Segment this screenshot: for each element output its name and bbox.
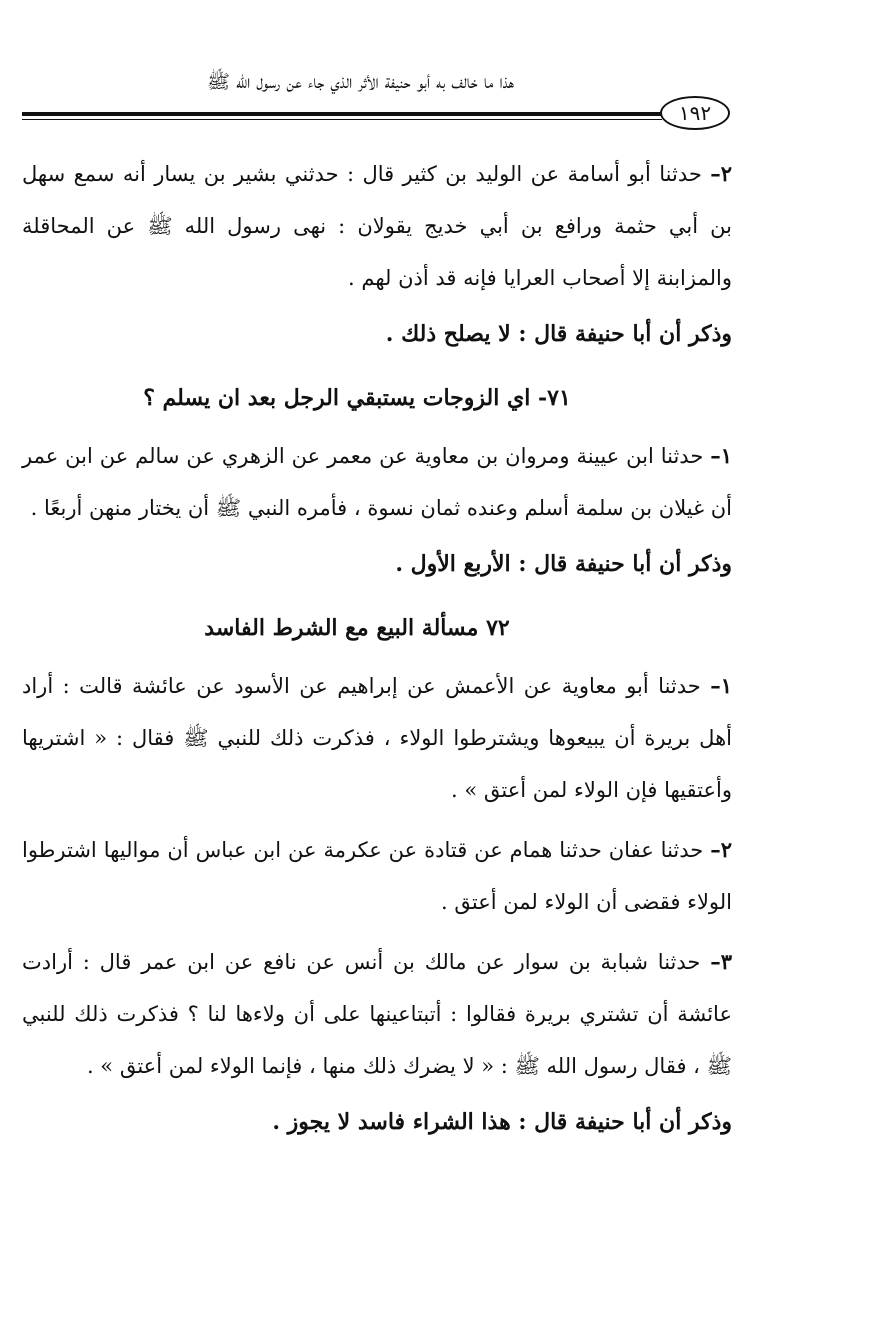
hadith-number: ١– — [710, 443, 732, 468]
page-body — [22, 148, 732, 1150]
hadith-number: ٢– — [710, 837, 732, 862]
abu-hanifa-ruling: وذكر أن أبا حنيفة قال : هذا الشراء فاسد لا يجوز . — [272, 1109, 732, 1135]
abu-hanifa-ruling: وذكر أن أبا حنيفة قال : لا يصلح ذلك . — [385, 321, 732, 347]
hadith-text: حدثنا أبو معاوية عن الأعمش عن إبراهيم عن الأسود عن عائشة قالت : أراد أهل بريرة أن يبيعوها ويشترطوا الولاء ، فذكرت ذلك للنبي ﷺ فقال : « اشتريها وأعتقيها فإن الولاء لمن أعتق » . — [22, 674, 732, 802]
section-heading: ٧٢ مسألة البيع مع الشرط الفاسد — [204, 615, 510, 641]
section-heading: ٧١- اي الزوجات يستبقي الرجل بعد ان يسلم ؟ — [143, 385, 571, 411]
hadith-paragraph — [22, 824, 732, 928]
header-rule-thin — [22, 119, 662, 120]
hadith-paragraph — [22, 660, 732, 816]
spacer — [22, 928, 732, 936]
hadith-paragraph — [22, 936, 732, 1092]
running-header-title: هذا ما خالف به أبو حنيفة الأثر الذي جاء عن رسول الله ﷺ — [207, 71, 514, 93]
hadith-text: حدثنا أبو أسامة عن الوليد بن كثير قال : حدثني بشير بن يسار أنه سمع سهل بن أبي حثمة ورافع بن أبي خديج يقولان : نهى رسول الله ﷺ عن المحاقلة والمزابنة إلا أصحاب العرايا فإنه قد أذن لهم . — [22, 162, 732, 290]
hadith-number: ١– — [710, 673, 732, 698]
hadith-number: ٣– — [710, 949, 732, 974]
hadith-paragraph — [22, 148, 732, 304]
hadith-paragraph — [22, 430, 732, 534]
hadith-text: حدثنا شبابة بن سوار عن مالك بن أنس عن نافع عن ابن عمر قال : أرادت عائشة أن تشتري بريرة فقالوا : أتبتاعينها على أن ولاءها لنا ؟ فذكرت ذلك للنبي ﷺ ، فقال رسول الله ﷺ : « لا يضرك ذلك منها ، فإنما الولاء لمن أعتق » . — [22, 950, 732, 1078]
spacer — [22, 816, 732, 824]
running-header — [22, 66, 514, 98]
page-number: ١٩٢ — [660, 96, 730, 130]
hadith-text: حدثنا عفان حدثنا همام عن قتادة عن عكرمة عن ابن عباس أن مواليها اشترطوا الولاء فقضى أن الولاء لمن أعتق . — [22, 838, 732, 914]
hadith-number: ٢– — [710, 161, 732, 186]
hadith-text: حدثنا ابن عيينة ومروان بن معاوية عن معمر عن الزهري عن سالم عن ابن عمر أن غيلان بن سلمة أسلم وعنده ثمان نسوة ، فأمره النبي ﷺ أن يختار منهن أربعًا . — [22, 444, 732, 520]
header-rule-thick — [22, 112, 662, 116]
abu-hanifa-ruling: وذكر أن أبا حنيفة قال : الأربع الأول . — [395, 551, 732, 577]
